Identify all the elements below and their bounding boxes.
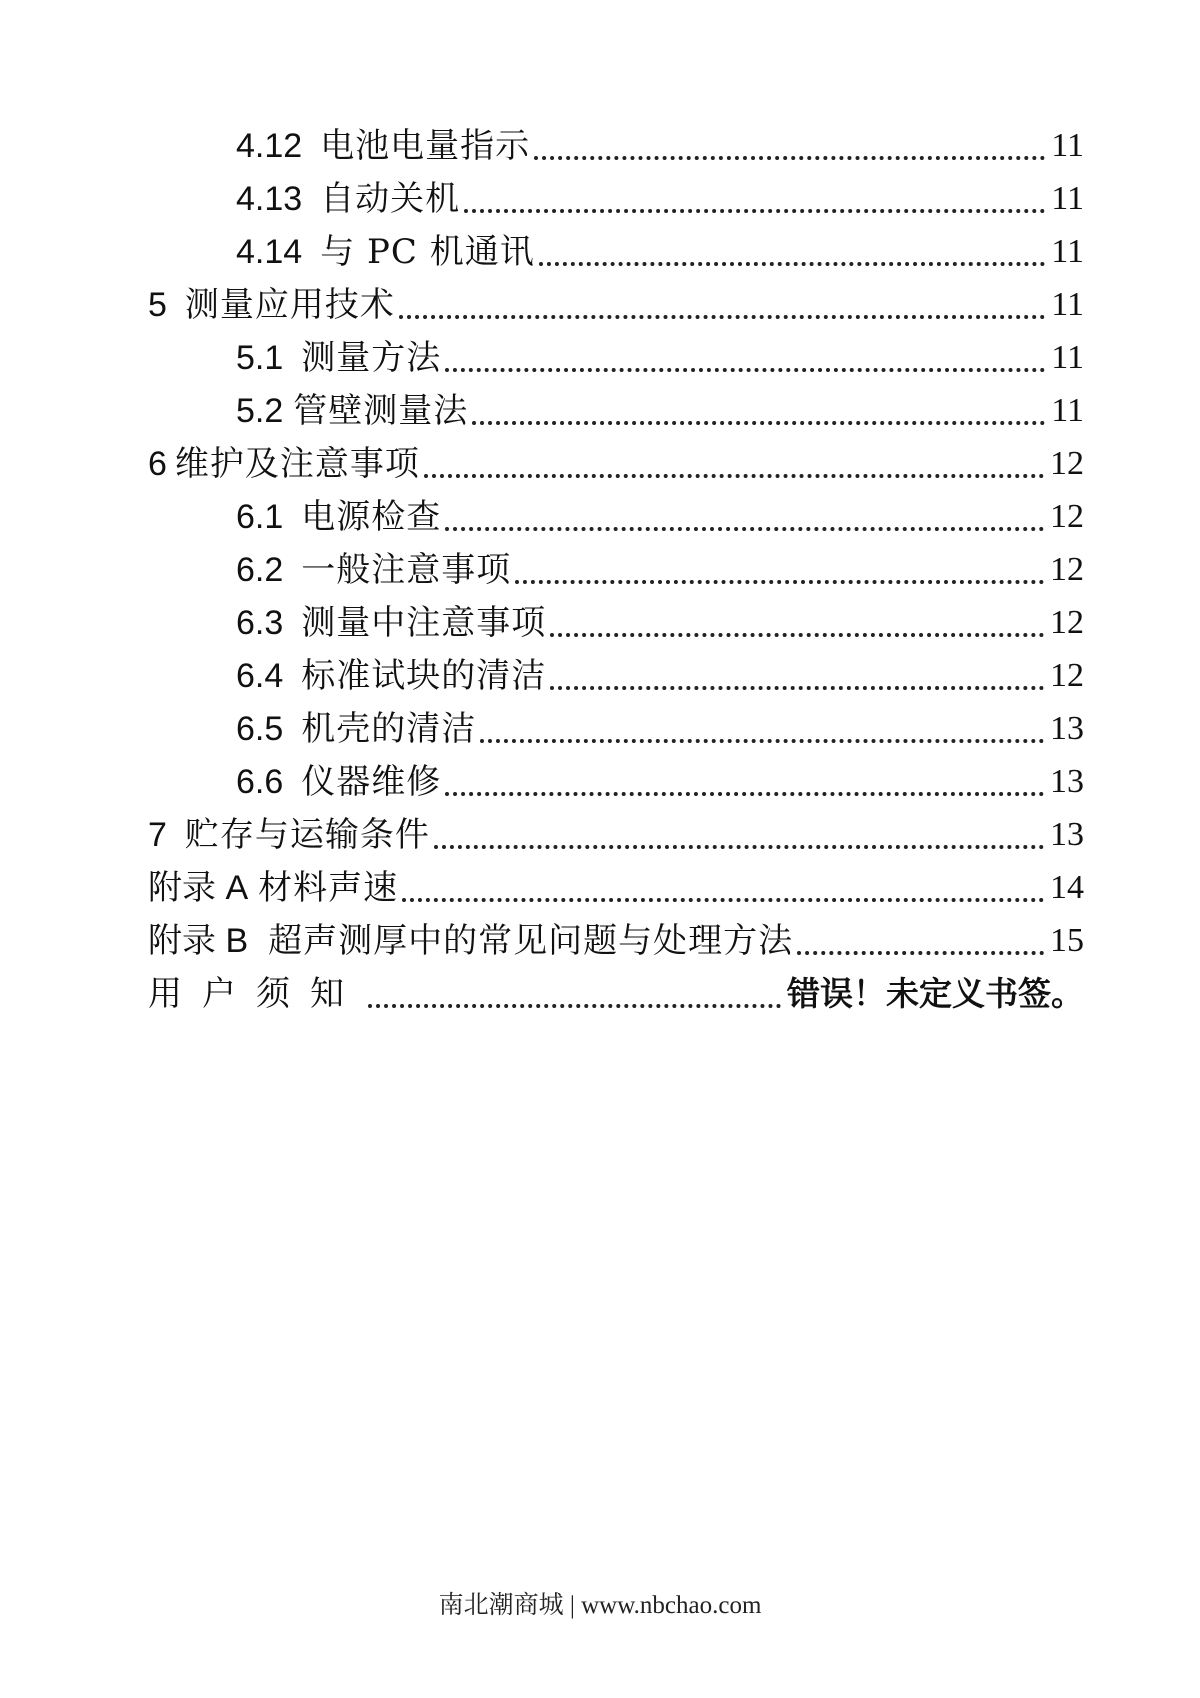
toc-entry-page: 12 <box>1050 498 1084 535</box>
toc-entry-page: 11 <box>1051 339 1084 376</box>
toc-entry[interactable] <box>236 227 1084 277</box>
toc-entry[interactable] <box>236 545 1084 595</box>
toc-entry[interactable] <box>148 969 1084 1019</box>
toc-entry-number: 6.5 <box>236 710 284 748</box>
dot-leader <box>445 792 1044 796</box>
toc-entry-page: 14 <box>1050 869 1084 906</box>
dot-leader <box>368 1004 781 1008</box>
toc-entry-title: 标准试块的清洁 <box>301 656 547 696</box>
toc-entry-number: 5.1 <box>236 339 284 377</box>
toc-entry-title: 测量方法 <box>301 338 442 378</box>
toc-entry-page: 13 <box>1050 763 1084 800</box>
toc-entry-title: 材料声速 <box>258 868 399 908</box>
toc-entry-page: 11 <box>1051 127 1084 164</box>
toc-entry-number: 5 <box>148 286 167 324</box>
toc-entry-number: 4.12 <box>236 127 303 165</box>
toc-entry[interactable] <box>236 121 1084 171</box>
toc-entry[interactable] <box>236 757 1084 807</box>
toc-entry-number: 6 <box>148 445 167 483</box>
toc-entry-number: 6.6 <box>236 763 284 801</box>
toc-entry-title: 贮存与运输条件 <box>184 815 430 855</box>
dot-leader <box>539 262 1046 266</box>
toc-entry-number: 5.2 <box>236 392 284 430</box>
toc-entry[interactable] <box>236 651 1084 701</box>
toc-entry-title: 测量中注意事项 <box>301 603 547 643</box>
toc-entry[interactable] <box>148 810 1084 860</box>
toc-entry[interactable] <box>148 863 1084 913</box>
page-footer: 南北潮商城 | www.nbchao.com <box>438 1592 762 1619</box>
dot-leader <box>399 315 1045 319</box>
toc-entry-number: 6.2 <box>236 551 284 589</box>
toc-entry-page: 11 <box>1051 233 1084 270</box>
dot-leader <box>445 368 1045 372</box>
dot-leader <box>480 739 1044 743</box>
toc-entry-title: 测量应用技术 <box>184 285 395 325</box>
dot-leader <box>550 686 1044 690</box>
dot-leader <box>402 898 1044 902</box>
dot-leader <box>445 527 1044 531</box>
toc-entry-title: 与 PC 机通讯 <box>320 232 535 272</box>
toc-entry-title: 仪器维修 <box>301 762 442 802</box>
toc-entry[interactable] <box>236 704 1084 754</box>
dot-leader <box>472 421 1045 425</box>
toc-entry-title: 机壳的清洁 <box>301 709 477 749</box>
toc-entry-number: 附录 B <box>148 922 249 960</box>
toc-entry[interactable] <box>236 598 1084 648</box>
toc-entry[interactable] <box>148 280 1084 330</box>
toc-entry-page: 13 <box>1050 710 1084 747</box>
dot-leader <box>550 633 1044 637</box>
toc-entry[interactable] <box>236 492 1084 542</box>
toc-entry-title: 电源检查 <box>301 497 442 537</box>
toc-entry-title: 自动关机 <box>320 179 461 219</box>
toc-entry-page: 12 <box>1050 657 1084 694</box>
toc-entry-page: 13 <box>1050 816 1084 853</box>
toc-entry[interactable] <box>148 916 1084 966</box>
toc-entry-page: 12 <box>1050 551 1084 588</box>
toc-entry-page: 错误！未定义书签。 <box>787 974 1084 1013</box>
toc-entry[interactable] <box>148 439 1084 489</box>
toc-entry[interactable] <box>236 174 1084 224</box>
toc-entry-title: 电池电量指示 <box>320 126 531 166</box>
toc-entry-title: 维护及注意事项 <box>174 444 420 484</box>
dot-leader <box>424 474 1044 478</box>
toc-entry-number: 附录 A <box>148 869 249 907</box>
toc-entry-number: 4.14 <box>236 233 303 271</box>
toc-entry-page: 11 <box>1051 180 1084 217</box>
dot-leader <box>515 580 1044 584</box>
dot-leader <box>534 156 1045 160</box>
dot-leader <box>464 209 1045 213</box>
toc-entry[interactable] <box>236 333 1084 383</box>
toc-entry-title: 管壁测量法 <box>293 391 469 431</box>
toc-entry-number: 6.1 <box>236 498 284 536</box>
toc-entry-title: 超声测厚中的常见问题与处理方法 <box>268 921 794 961</box>
toc-entry-number: 7 <box>148 816 167 854</box>
toc-entry-page: 11 <box>1051 392 1084 429</box>
toc-entry-number: 6.3 <box>236 604 284 642</box>
dot-leader <box>797 951 1044 955</box>
toc-entry-number: 6.4 <box>236 657 284 695</box>
toc-entry-page: 11 <box>1051 286 1084 323</box>
toc-entry-page: 12 <box>1050 445 1084 482</box>
toc-entry[interactable] <box>236 386 1084 436</box>
toc-entry-title: 一般注意事项 <box>301 550 512 590</box>
toc-entry-page: 15 <box>1050 922 1084 959</box>
toc-entry-number: 4.13 <box>236 180 303 218</box>
toc-entry-title: 用户须知 <box>148 974 364 1014</box>
toc-entry-page: 12 <box>1050 604 1084 641</box>
dot-leader <box>434 845 1044 849</box>
